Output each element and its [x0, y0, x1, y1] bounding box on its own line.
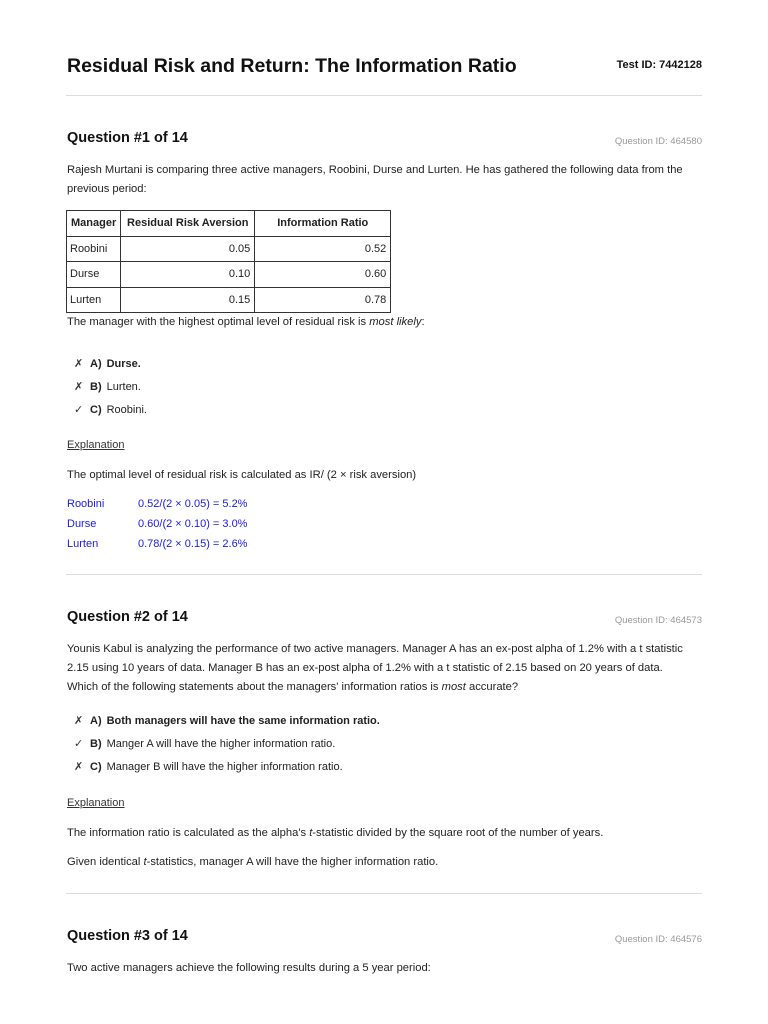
table-cell: 0.10: [121, 262, 255, 288]
option-letter: A): [90, 357, 102, 370]
checkmark-icon: ✓: [74, 404, 84, 416]
manager-data-table: [66, 210, 391, 313]
explanation-fragment: The information ratio is calculated as the alpha's: [67, 827, 310, 839]
manager-name: Lurten: [67, 538, 99, 550]
question-3-heading: Question #3 of 14: [67, 928, 188, 944]
option-letter: C): [90, 760, 102, 773]
answer-option-c[interactable]: [74, 755, 380, 778]
answer-option-c[interactable]: [74, 398, 147, 421]
manager-name: Roobini: [67, 498, 105, 510]
answer-option-a[interactable]: [74, 352, 147, 375]
cross-icon: ✗: [74, 358, 84, 370]
explanation-label: Explanation: [67, 797, 125, 809]
option-letter: A): [90, 714, 102, 727]
calculation-formula: 0.52/(2 × 0.05) = 5.2%: [138, 498, 248, 510]
question-2-id: Question ID: 464573: [614, 615, 702, 626]
explanation-text: [67, 824, 707, 843]
explanation-emphasis: t: [143, 856, 147, 868]
table-cell: 0.15: [121, 287, 255, 313]
option-letter: C): [90, 403, 102, 416]
calculation-row: [67, 494, 247, 514]
stem-line: 2.15 using 10 years of data. Manager B has an ex-post alpha of 1.2% with a t statistic of 2.15 based on 20 years of data.: [67, 662, 663, 674]
stem-line: [67, 678, 707, 697]
prompt-text: :: [421, 316, 425, 328]
explanation-text: The optimal level of residual risk is calculated as IR/ (2 × risk aversion): [67, 469, 417, 481]
table-cell: 0.05: [121, 236, 255, 262]
cross-icon: ✗: [74, 761, 84, 773]
question-1-stem: [67, 161, 707, 199]
explanation-text: [67, 853, 707, 872]
table-cell: 0.78: [255, 287, 391, 313]
answer-option-b[interactable]: [74, 375, 147, 398]
option-text: Manager B will have the higher information ratio.: [106, 760, 343, 773]
calculation-formula: 0.78/(2 × 0.15) = 2.6%: [138, 538, 248, 550]
answer-option-b[interactable]: [74, 732, 380, 755]
calculation-formula: 0.60/(2 × 0.10) = 3.0%: [138, 518, 248, 530]
stem-text: accurate?: [465, 681, 519, 693]
option-text: Both managers will have the same information ratio.: [106, 714, 380, 727]
question-1-heading: Question #1 of 14: [67, 130, 188, 146]
cross-icon: ✗: [74, 381, 84, 393]
table-cell: Durse: [67, 262, 121, 288]
calculation-row: [67, 534, 247, 554]
stem-text: Which of the following statements about the managers' information ratios is: [67, 681, 442, 693]
column-header: Residual Risk Aversion: [121, 211, 255, 237]
table-header-row: [67, 211, 391, 237]
option-letter: B): [90, 737, 102, 750]
table-cell: 0.52: [255, 236, 391, 262]
question-3-id: Question ID: 464576: [614, 934, 702, 945]
explanation-label: Explanation: [67, 439, 125, 451]
calculation-list: [67, 494, 247, 554]
table-row: [67, 287, 391, 313]
option-text: Roobini.: [106, 403, 147, 416]
column-header: Information Ratio: [255, 211, 391, 237]
explanation-fragment: -statistics, manager A will have the higher information ratio.: [146, 856, 439, 868]
stem-line: previous period:: [67, 183, 147, 195]
question-2-options: [74, 709, 380, 778]
explanation-fragment: Given identical: [67, 856, 144, 868]
option-letter: B): [90, 380, 102, 393]
question-1-prompt: [67, 313, 707, 332]
answer-option-a[interactable]: [74, 709, 380, 732]
option-text: Manger A will have the higher information ratio.: [106, 737, 336, 750]
option-text: Lurten.: [106, 380, 141, 393]
cross-icon: ✗: [74, 715, 84, 727]
explanation-emphasis: t: [309, 827, 313, 839]
column-header: Manager: [67, 211, 121, 237]
manager-name: Durse: [67, 518, 97, 530]
divider: [66, 95, 702, 96]
stem-line: Rajesh Murtani is comparing three active managers, Roobini, Durse and Lurten. He has gathered the following data from the: [67, 164, 683, 176]
prompt-text: The manager with the highest optimal level of residual risk is: [67, 316, 370, 328]
option-text: Durse.: [106, 357, 141, 370]
test-id: Test ID: 7442128: [616, 59, 702, 71]
table-cell: Roobini: [67, 236, 121, 262]
question-1-options: [74, 352, 147, 421]
question-2-heading: Question #2 of 14: [67, 609, 188, 625]
question-2-stem: [67, 640, 707, 697]
divider: [66, 893, 702, 894]
question-3-stem: Two active managers achieve the following results during a 5 year period:: [67, 962, 431, 974]
question-1-id: Question ID: 464580: [614, 136, 702, 147]
stem-line: Younis Kabul is analyzing the performance of two active managers. Manager A has an ex-post alpha of 1.2% with a t statistic: [67, 643, 683, 655]
table-cell: Lurten: [67, 287, 121, 313]
checkmark-icon: ✓: [74, 738, 84, 750]
table-row: [67, 236, 391, 262]
explanation-fragment: -statistic divided by the square root of the number of years.: [312, 827, 604, 839]
table-row: [67, 262, 391, 288]
divider: [66, 574, 702, 575]
table-cell: 0.60: [255, 262, 391, 288]
stem-emphasis: most: [441, 681, 466, 693]
prompt-emphasis: most likely: [369, 316, 422, 328]
calculation-row: [67, 514, 247, 534]
page-title: Residual Risk and Return: The Information Ratio: [67, 55, 517, 77]
